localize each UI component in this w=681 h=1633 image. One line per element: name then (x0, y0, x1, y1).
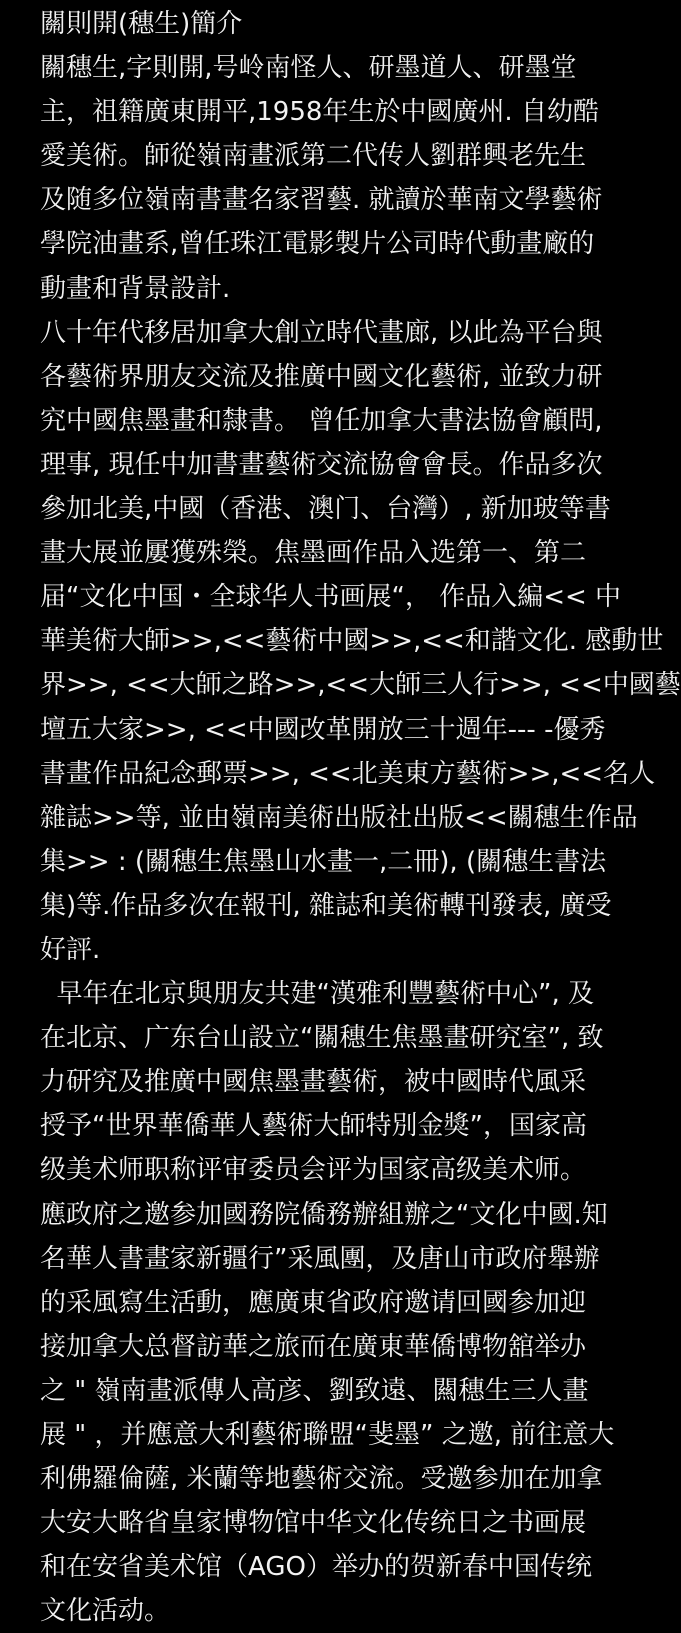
text-line: 應政府之邀参加國務院僑務辦組辦之“文化中國.知 (40, 1199, 608, 1230)
text-line: 接加拿大总督訪華之旅而在廣東華僑博物舘举办 (40, 1331, 587, 1362)
text-line: 力研究及推廣中國焦墨畫藝術，被中國時代風采 (40, 1067, 587, 1098)
text-line: 授予“世界華僑華人藝術大師特別金獎”，国家高 (40, 1111, 587, 1142)
text-line: 雜誌>>等, 並由嶺南美術出版社出版<<關穗生作品 (40, 802, 638, 833)
text-line: 八十年代移居加拿大創立時代畫廊, 以此為平台與 (40, 317, 603, 348)
text-line: 關穗生,字則開,号岭南怪人、研墨道人、研墨堂 (40, 53, 577, 84)
text-line: 利佛羅倫薩, 米蘭等地藝術交流。受邀参加在加拿 (40, 1464, 603, 1495)
text-line: 壇五大家>>, <<中國改革開放三十週年--- -優秀 (40, 714, 606, 745)
text-line: 之 " 嶺南畫派傳人高彦、劉致遠、闗穗生三人畫 (40, 1375, 589, 1406)
text-line: 集)等.作品多次在報刊, 雜誌和美術轉刊發表, 廣受 (40, 890, 612, 921)
text-line: 名華人書畫家新疆行”采風團，及唐山市政府舉辦 (40, 1243, 600, 1274)
text-line: 愛美術。師從嶺南畫派第二代传人劉群興老先生 (40, 141, 587, 172)
text-line: 華美術大師>>,<<藝術中國>>,<<和諧文化. 感動世 (40, 626, 664, 657)
text-line: 及随多位嶺南書畫名家習藝. 就讀於華南文學藝術 (40, 185, 603, 216)
text-line: 究中國焦墨畫和隸書。 曾任加拿大書法協會顧問, (40, 405, 603, 436)
text-line: 書畫作品紀念郵票>>, <<北美東方藝術>>,<<名人 (40, 758, 656, 789)
document-body (40, 46, 681, 1633)
text-line: 主，祖籍廣東開平,1958年生於中國廣州. 自幼酷 (40, 97, 599, 128)
text-line: 的采風寫生活動，應廣東省政府邀请回國参加迎 (40, 1287, 587, 1318)
text-line: 動畫和背景設計. (40, 273, 231, 304)
text-line: 早年在北京與朋友共建“漢雅利豐藝術中心”, 及 (40, 979, 594, 1010)
text-line: 文化活动。 (40, 1596, 171, 1627)
text-line: 展 " ，并應意大利藝術聯盟“斐墨” 之邀, 前往意大 (40, 1420, 615, 1450)
text-line: 在北京、广东台山設立“關穗生焦墨畫研究室”, 致 (40, 1023, 604, 1054)
text-line: 集>> : (關穗生焦墨山水畫一,二冊), (關穗生書法 (40, 846, 607, 877)
text-line: 參加北美,中國（香港、澳门、台灣）, 新加玻等書 (40, 494, 611, 525)
text-line: 和在安省美术馆（AGO）举办的贺新春中国传统 (40, 1552, 592, 1583)
text-line: 學院油畫系,曾任珠江電影製片公司時代動畫廠的 (40, 229, 595, 260)
text-line: 各藝術界朋友交流及推廣中國文化藝術, 並致力研 (40, 361, 603, 392)
document-title: 關則開(穗生)簡介 (40, 9, 243, 39)
text-line: 届“文化中国・全球华人书画展“， 作品入編<< 中 (40, 582, 622, 613)
text-line: 级美术师职称评审委员会评为国家高级美术师。 (40, 1155, 587, 1186)
text-line: 好評. (40, 934, 101, 965)
text-line: 畫大展並屢獲殊榮。焦墨画作品入选第一、第二 (40, 538, 587, 569)
text-line: 大安大略省皇家博物馆中华文化传统日之书画展 (40, 1508, 587, 1539)
text-line: 界>>, <<大師之路>>,<<大師三人行>>, <<中國藝 (40, 670, 681, 701)
text-line: 理事, 現任中加書畫藝術交流協會會長。作品多次 (40, 449, 603, 480)
